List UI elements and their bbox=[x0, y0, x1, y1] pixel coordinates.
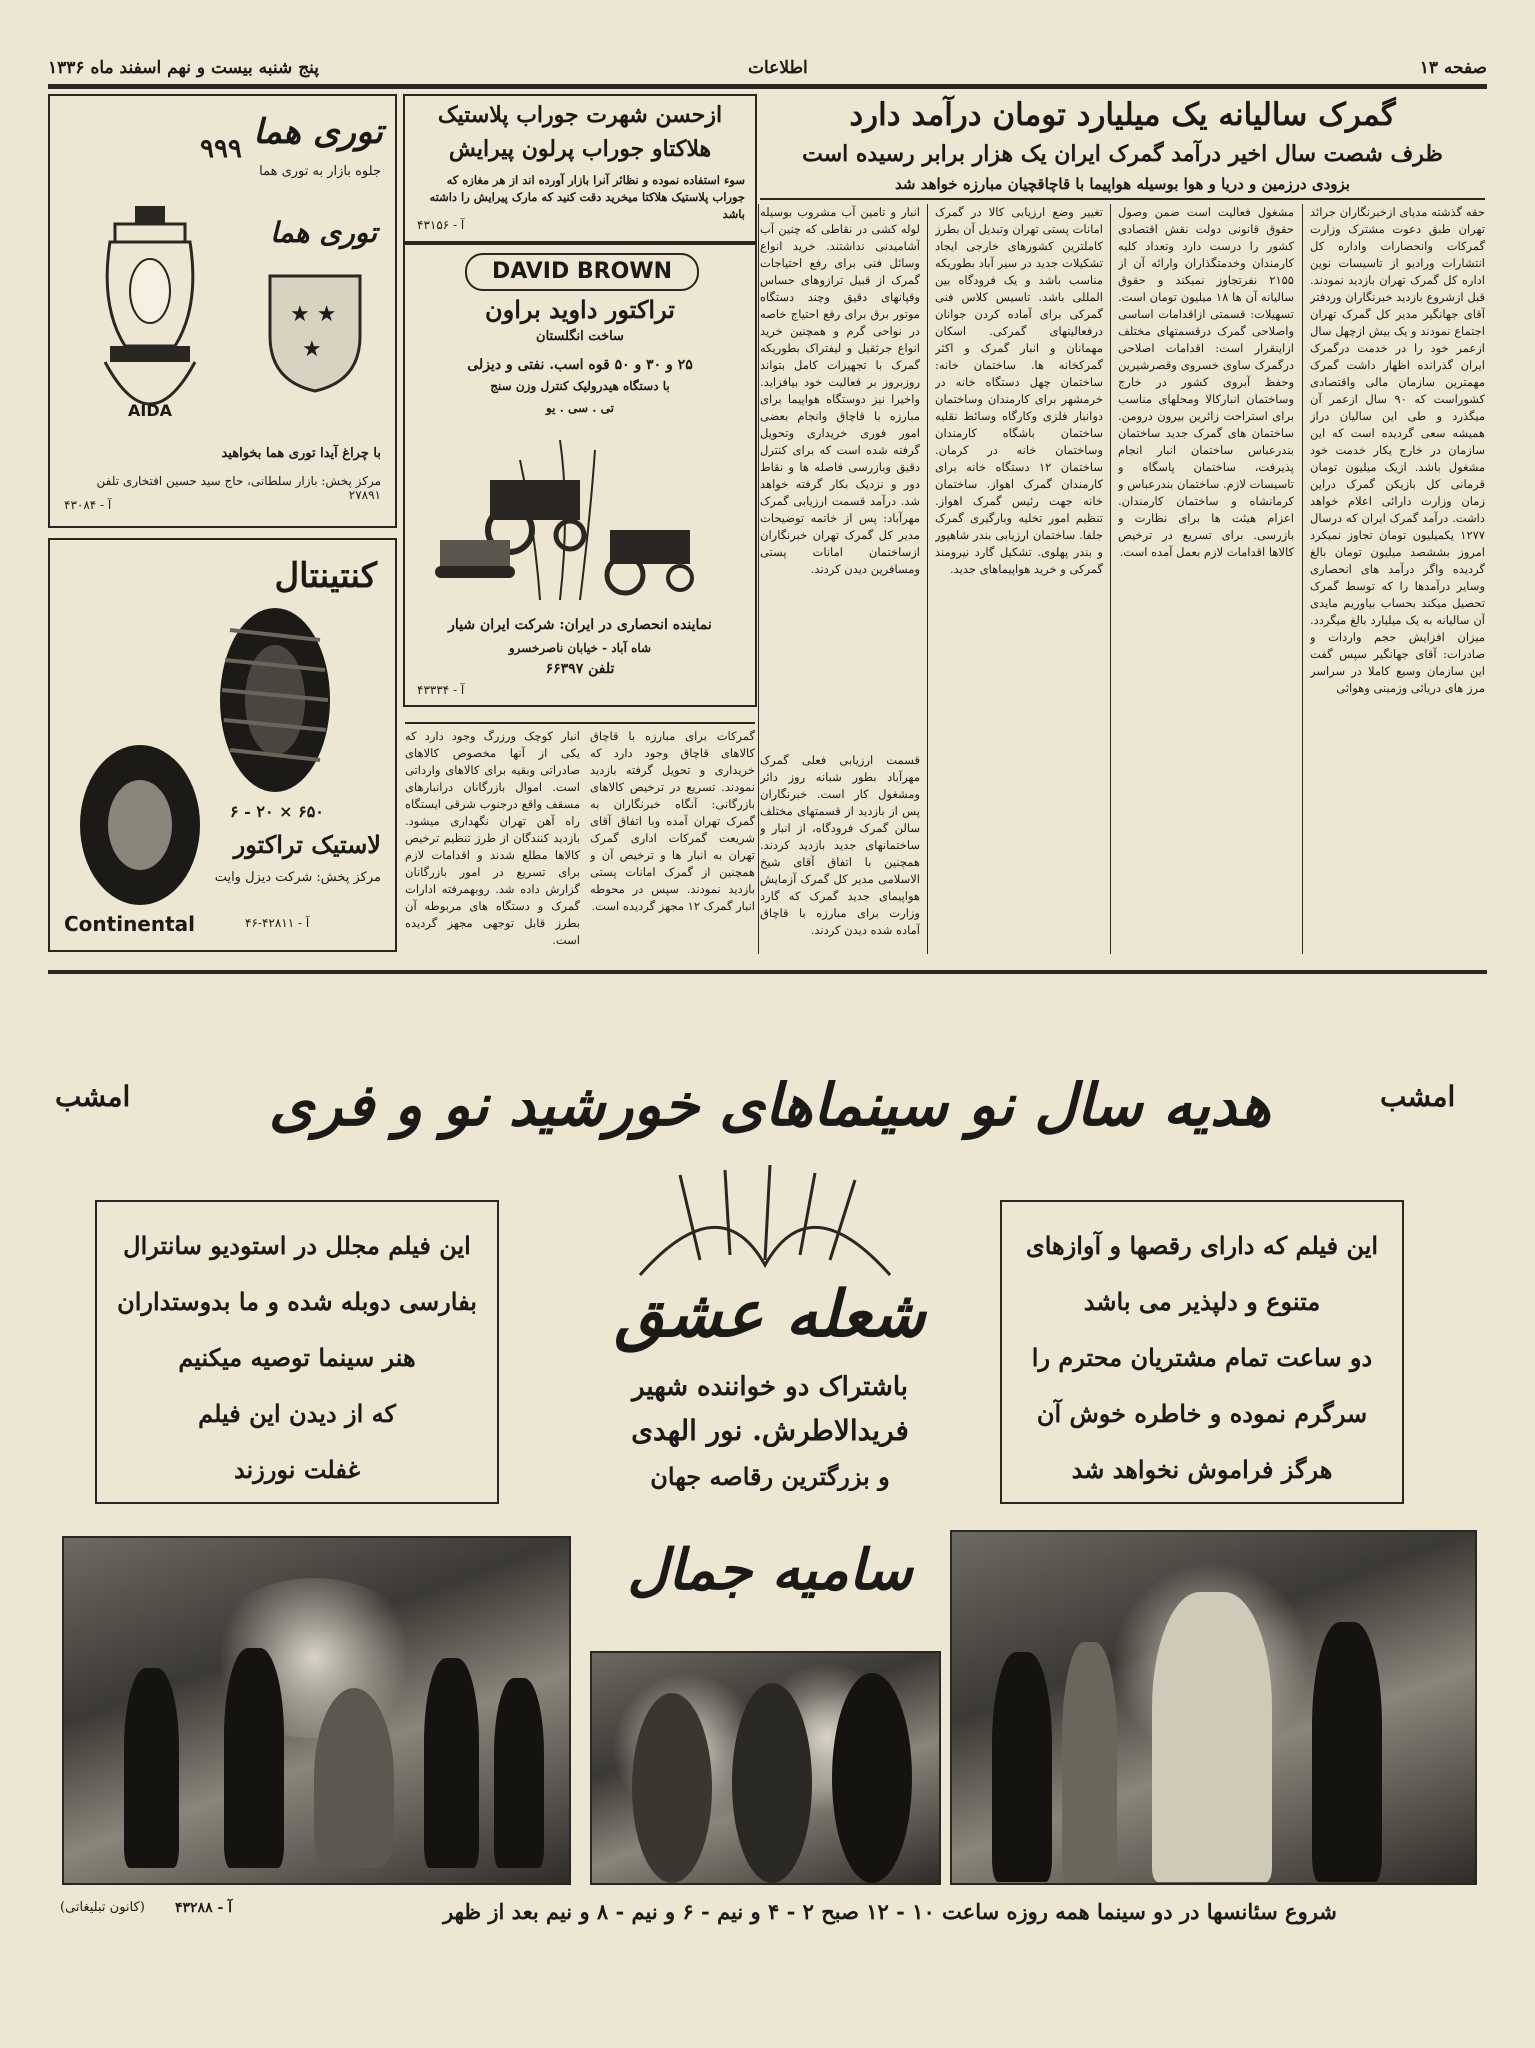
tractor-ad-model: تی . سی . یو bbox=[545, 401, 614, 415]
article-column-1: حقه گذشته مدیای ازخبرنگاران جرائد تهران طبق دعوت مشترک وزارت گمرکات وانحصارات واداره کل انتشارات ورادیو از تاسیسات نوین اداره کل گمرک تهران بازدید نمودند. قبل ازشروع بازدید خبرنگاران وردفتر آقای جهانگیر مدیر کل گمرک تهران اجتماع نمودند و یک بیش ازچهل سال ازعمر خود را در خدمت درگمرک ایران گذرانده اظهار داشت گمرک مهمترین سازمان مالی واقتصادی کشوراست که ۹۰ سال ازعمر آن میگذرد و طی این سالیان دراز همیشه سعی گردیده است که این سازمان در خارج یکار خدمت خود مشغول باشد. ازیک میلیون تومان قرمانی کل بازیکن گمرک دراین زمان وزارت دارائی اعلام خواهد داشت. درآمد گمرک ایران که درسال ۱۲۷۷ یکمیلیون تومان تجاوز نمیکرد امروز بششصد میلیون تومان بالغ گردیده واگر درآمد های انحصاری وسایر درآمدها را که توسط گمرک تحصیل میکند بحساب بیاوریم مایدی آن سالیانه به یک میلیارد بالغ میگردد. میزان افزایش حجم واردات و صادرات: آقای جهانگیر سپس گفت این سازمان وسیع کاملا در سراسر مرز های دریائی وزمینی وهوائی bbox=[1310, 205, 1485, 695]
socks-ad bbox=[403, 94, 757, 243]
dancer-intro: و بزرگترین رقاصه جهان bbox=[650, 1462, 890, 1491]
right-box-line: متنوع و دلپذیر می باشد bbox=[1083, 1287, 1321, 1316]
tire-ad-dealer: مرکز پخش: شرکت دیزل وایت bbox=[214, 870, 381, 885]
lamp-ad-code: آ - ۴۳۰۸۴ bbox=[64, 498, 112, 512]
right-box-line: این فیلم که دارای رقصها و آوازهای bbox=[1025, 1231, 1379, 1260]
tractor-ad-spec-2: با دستگاه هیدرولیک کنترل وزن سنج bbox=[490, 379, 670, 393]
agency-label: (کانون تبلیغاتی) bbox=[60, 1900, 145, 1915]
tractor-ad-subtitle: ساخت انگلستان bbox=[536, 329, 624, 344]
article-column-3: تغییر وضع ارزیابی کالا در گمرک امانات پستی تهران وتبدیل آن بطرز کاملترین کشورهای خارجی ایجاد تشکیلات جدید در سیر آباد بطوریکه مناسب باشد و یک فرودگاه بین المللی باشد. تاسیس کلاس فنی گمرکی برای آماده کردن جوانان درفعالیتهای گمرکی. اسکان مهمانان و انبار گمرک و اکثر گمرکخانه ها. ساختمان خانه: ساختمان چهل دستگاه خانه در خرمشهر برای کارمندان وساختمان دوانبار فلزی وکارگاه وسائط نقلیه ساختمان باشگاه کارمندان وساختمان خانه در کرمان. ساختمان ۱۲ دستگاه خانه برای کارمندان گمرک اهواز. ساختمان خانه جهت رئیس گمرک اهواز. تنظیم امور تخلیه وبارگیری گمرک جلفا. ساختمان ارزیابی بندر شاهپور و بندر پهلوی. تشکیل گارد نیرومند گمرکی و خرید هواپیماهای جدید. bbox=[935, 205, 1103, 576]
article-subhead-2: بزودی درزمین و دریا و هوا بوسیله هواپیما با قاچاقچیان مبارزه خواهد شد bbox=[895, 175, 1350, 193]
left-box-line: بفارسی دوبله شده و ما بدوستداران bbox=[117, 1287, 477, 1316]
lamp-ad-title: توری هما bbox=[253, 112, 383, 152]
tractor-illustration-icon bbox=[420, 420, 740, 610]
socks-ad-code: آ - ۴۳۱۵۶ bbox=[417, 218, 465, 232]
right-box-line: سرگرم نموده و خاطره خوش آن bbox=[1036, 1399, 1368, 1428]
lamp-ad-tagline: جلوه بازار به توری هما bbox=[259, 164, 381, 179]
tire-ad-brand-fa: کنتینتال bbox=[274, 556, 377, 596]
right-description-lines bbox=[1002, 1202, 1402, 1498]
article-subhead: ظرف شصت سال اخیر درآمد گمرک ایران یک هزار برابر رسیده است bbox=[802, 141, 1443, 167]
film-still-portrait bbox=[590, 1651, 941, 1885]
left-description-box bbox=[95, 1200, 499, 1504]
svg-text:★ ★: ★ ★ bbox=[290, 302, 337, 327]
lamp-ad-slogan: توری هما bbox=[270, 216, 377, 249]
cinema-banner: هدیه سال نو سینماهای خورشید نو و فری bbox=[268, 1071, 1272, 1139]
tire-ad-size: ۶۵۰ × ۲۰ - ۶ bbox=[230, 802, 324, 821]
film-stars: فریدالاطرش. نور الهدی bbox=[631, 1414, 909, 1447]
tractor-ad-title: تراکتور داوید براون bbox=[485, 295, 675, 324]
column-divider bbox=[1302, 204, 1303, 954]
page-label: صفحه ۱۳ bbox=[1419, 58, 1487, 78]
tractor-ad-spec: ۲۵ و ۳۰ و ۵۰ قوه اسب. نفتی و دیزلی bbox=[467, 357, 693, 373]
section-rule bbox=[405, 722, 755, 724]
tonight-label-left: امشب bbox=[55, 1080, 131, 1113]
cast-intro: باشتراک دو خواننده شهیر bbox=[632, 1372, 908, 1402]
left-box-line: هنر سینما توصیه میکنیم bbox=[178, 1343, 416, 1372]
article-column-4: انبار و تامین آب مشروب بوسیله لوله کشی در نقاطی که چنین آب آشامیدنی نداشتند. خرید انواع وسائل فنی برای رفع احتیاجات گمرک از قبیل ترازوهای حساس وقپانهای دقیق وچند دستگاه موتور برق برای رفع احتیاج خاصه در نواحی گرم و همچنین خرید انواع جرثقیل و لیفتراک بطوریکه گمرک با تجهیزات کامل بتواند روزبروز بر فعالیت خود بیافزاید. واخیرا نیز دوستگاه هواپیما برای مبارزه با قاچاق وانجام بعضی امور فوری خریداری وتحویل گرفته شده است که برای کنترل دقیق وبازرسی فاصله ها و نقاط دور و نزدیک بکار گرفته خواهد شد. درآمد قسمت ارزیابی گمرک مهرآباد: پس از خاتمه توضیحات مدیر کل گمرک تهران خبرنگاران ازساختمان امانات پستی ومسافرین دیدن کردند. bbox=[760, 205, 920, 576]
article-bottom-column-2: انبار کوچک ورزرگ وجود دارد که یکی از آنها مخصوص کالاهای صادراتی وبقیه برای کالاهای وارداتی است. اموال بازرگانان درانبارهای مسقف واقع درجنوب شرقی ایستگاه راه آهن تهران نگهداری میشود. بازدید کنندگان از طرز تنظیم ترخیص کالاها مطلع شدند و اقدامات لازم برای تسریع در امور بازرگانان گزارش داده شد. روبهمرفته ادارات گمرک و دستگاه های مربوطه آن بطرز قابل توجهی مجهز گردیده است. bbox=[405, 729, 580, 947]
article-rule bbox=[760, 198, 1485, 200]
film-still-ballroom bbox=[62, 1536, 571, 1885]
article-column-2: مشغول فعالیت است ضمن وصول حقوق قانونی دولت نقش اقتصادی کشور را درست دارد وتعداد کلیه کارمندان وخدمتگذاران وارائه آن از ۲۱۵۵ نفرتجاوز نمیکند و حقوق سالیانه آن ها ۱۸ میلیون تومان است. تسهیلات: قسمتی ازاقدامات اساسی واصلاحی گمرک درقسمتهای مختلف ازاینقرار است: اقدامات اصلاحی درگمرک ساوی خسروی وقصرشیرین وحفظ آبروی کشور در خارج وساختمان انبارکالا ومحلهای مناسب برای استراحت زائرین بیرون درومن. ساختمان های گمرک جدید ساختمان بندرعباس ساختمان انبار انجام پذیرفت، ساختمان پاسگاه و تاسیسات لازم. ساختمان بندرعباس و کرمانشاه و ساختمان کارمندان. اعزام هیئت ها برای نظارت و بازرسی. برای تسریع در ترخیص کالاها اقدامات لازم بعمل آمده است. bbox=[1118, 205, 1294, 559]
showtimes: شروع سئانسها در دو سینما همه روزه ساعت ۱۰ - ۱۲ صبح ۲ - ۴ و نیم - ۶ و نیم - ۸ و نیم بعد از ظهر bbox=[443, 1899, 1337, 1924]
film-title: شعله عشق bbox=[614, 1277, 926, 1352]
lamp-ad bbox=[48, 94, 397, 528]
cinema-ad-code: آ - ۴۳۲۸۸ bbox=[175, 1900, 233, 1916]
svg-text:★: ★ bbox=[302, 337, 322, 362]
tire-ad-type: لاستیک تراکتور bbox=[233, 830, 381, 859]
article-headline: گمرک سالیانه یک میلیارد تومان درآمد دارد bbox=[849, 97, 1396, 133]
kerosene-lamp-icon bbox=[80, 196, 220, 446]
tonight-label-right: امشب bbox=[1380, 1080, 1456, 1113]
tractor-ad-dealer: نماینده انحصاری در ایران: شرکت ایران شیار bbox=[448, 617, 712, 633]
column-divider bbox=[758, 204, 759, 954]
socks-ad-body: سوء استفاده نموده و نظائر آنرا بازار آورده اند از هر مغازه که جوراب پلاستیک هلاکتا میخرید دقت کنید که مارک پیرایش را داشته باشد bbox=[429, 173, 745, 221]
tractor-ad-phone: تلفن ۶۶۳۹۷ bbox=[545, 661, 615, 677]
page-section-rule bbox=[48, 970, 1487, 974]
right-description-box bbox=[1000, 1200, 1404, 1504]
dancer-name: سامیه جمال bbox=[627, 1537, 913, 1603]
tire-ad bbox=[48, 538, 397, 952]
film-still-stage bbox=[950, 1530, 1477, 1885]
tractor-ad bbox=[403, 243, 757, 707]
tractor-ad-brand: DAVID BROWN bbox=[465, 253, 699, 291]
article-bottom-column-3: قسمت ارزیابی فعلی گمرک مهرآباد بطور شبانه روز دائر ومشغول کار است. خبرنگاران پس از بازدید از قسمتهای مختلف سالن گمرک فرودگاه، از انبار و ساختمانهای جدید بازدید کردند. همچنین با اتفاق آقای شیخ الاسلامی مدیر کل گمرک آزمایش هواپیمای جدید گمرک که گارد وزارت برای مبارزه با قاچاق آماده شده دیدن کردند. bbox=[760, 753, 920, 937]
tire-ad-brand-en: Continental bbox=[64, 912, 196, 936]
left-box-line: غفلت نورزند bbox=[233, 1455, 361, 1484]
lamp-ad-footer-2: مرکز پخش: بازار سلطانی، حاج سید حسین افتخاری تلفن ۲۷۸۹۱ bbox=[96, 474, 381, 502]
masthead-row bbox=[48, 52, 1487, 86]
paper-name: اطلاعات bbox=[748, 58, 808, 78]
tractor-ad-code: آ - ۴۳۳۳۴ bbox=[417, 683, 465, 697]
shield-emblem-icon bbox=[260, 266, 370, 396]
masthead-rule bbox=[48, 84, 1487, 89]
left-box-line: که از دیدن این فیلم bbox=[198, 1399, 396, 1428]
tractor-ad-address: شاه آباد - خیابان ناصرخسرو bbox=[508, 641, 652, 655]
tire-side-icon bbox=[70, 740, 210, 910]
lamp-ad-brand: AIDA bbox=[128, 401, 172, 420]
left-description-lines bbox=[97, 1202, 497, 1498]
column-divider bbox=[927, 204, 928, 954]
lamp-ad-number: ۹۹۹ bbox=[200, 134, 242, 164]
date-line: پنج شنبه بیست و نهم اسفند ماه ۱۳۳۶ bbox=[48, 58, 320, 78]
article-bottom-column-1: گمرکات برای مبارزه با قاچاق کالاهای قاچاق وجود دارد که خریداری و تحویل گرفته بازدید نمودند. تسریع در ترخیص کالاهای بازرگانی: آنگاه خبرنگاران به گمرک تهران آمده وبا اتفاق آقای شریعت گمرکات اداری گمرک تهران به انبار ها و ترخیص آن و همچنین از گمرک امانات پستی بازدید نمودند. سپس در محوطه انبار گمرک ۱۲ مجهز گردیده است. bbox=[590, 729, 755, 913]
socks-ad-line-2: هلاکتاو جوراب پرلون پیرایش bbox=[448, 136, 712, 162]
column-divider bbox=[1110, 204, 1111, 954]
socks-ad-line-1: ازحسن شهرت جوراب پلاستیک bbox=[437, 102, 723, 128]
right-box-line: دو ساعت تمام مشتریان محترم را bbox=[1031, 1343, 1373, 1372]
tire-ad-code: آ - ۴۲۸۱۱-۴۶ bbox=[245, 916, 310, 930]
right-box-line: هرگز فراموش نخواهد شد bbox=[1071, 1455, 1333, 1484]
left-box-line: این فیلم مجلل در استودیو سانترال bbox=[123, 1231, 471, 1260]
lamp-ad-footer-1: با چراغ آیدا توری هما بخواهید bbox=[221, 446, 381, 461]
tire-icon bbox=[200, 600, 350, 800]
flame-rays-icon bbox=[600, 1165, 930, 1285]
